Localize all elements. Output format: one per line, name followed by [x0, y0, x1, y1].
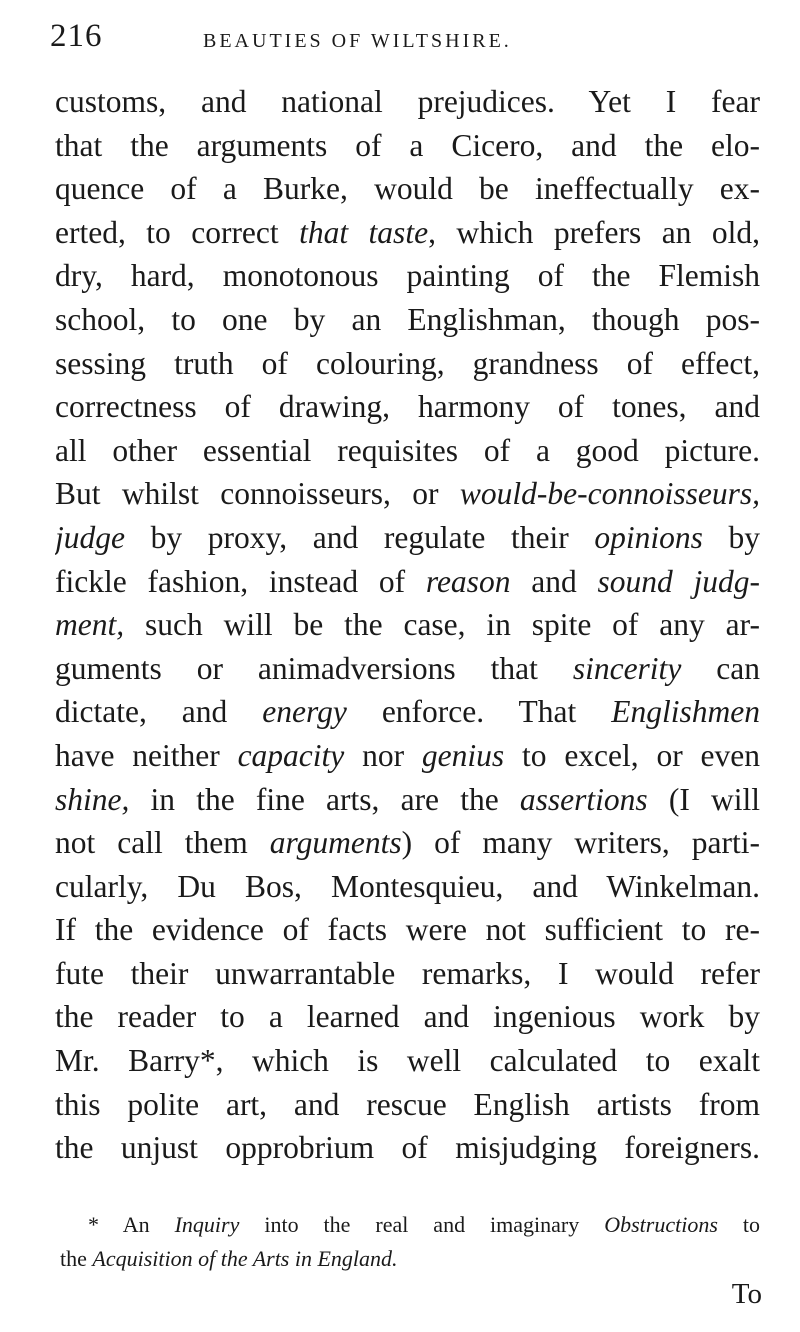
italic-text-segment: genius [421, 737, 505, 773]
italic-text-segment: sound judg- [597, 563, 760, 599]
text-segment: the unjust opprobrium of misjudging foreigners. [55, 1130, 760, 1166]
italic-text-segment: Inquiry [174, 1212, 240, 1237]
italic-text-segment: arguments [269, 825, 402, 861]
text-segment: Mr. Barry*, which is well calculated to exalt [55, 1043, 760, 1079]
text-line [55, 560, 760, 604]
italic-text-segment: Acquisition of the Arts in England. [92, 1246, 398, 1271]
text-segment: to [717, 1212, 760, 1237]
text-line [55, 80, 760, 124]
text-segment: not call them [55, 825, 270, 861]
text-segment: the [60, 1246, 93, 1271]
text-segment: correctness of drawing, harmony of tones, and [55, 389, 760, 425]
text-line [55, 167, 760, 211]
text-line [55, 124, 760, 168]
footnote-line [60, 1208, 760, 1242]
text-segment: * An [88, 1212, 175, 1237]
italic-text-segment: assertions [519, 781, 648, 817]
text-segment: nor [344, 737, 422, 773]
text-segment: (I will [647, 781, 760, 817]
text-segment: school, to one by an Englishman, though pos- [55, 301, 760, 337]
text-segment: enforce. That [346, 694, 612, 730]
text-line [55, 342, 760, 386]
text-line [55, 1126, 760, 1170]
text-segment: in the fine arts, are the [129, 781, 520, 817]
text-segment: But whilst connoisseurs, or [55, 476, 460, 512]
text-segment: quence of a Burke, would be ineffectually ex- [55, 171, 760, 207]
page-number: 216 [50, 18, 103, 54]
italic-text-segment: reason [425, 563, 511, 599]
text-line [55, 603, 760, 647]
text-line [55, 952, 760, 996]
text-segment: all other essential requisites of a good picture. [55, 432, 760, 468]
text-segment: this polite art, and rescue English artists from [55, 1086, 760, 1122]
footnote [60, 1208, 760, 1276]
text-segment: by proxy, and regulate their [124, 519, 595, 555]
italic-text-segment: judge [55, 519, 125, 555]
text-segment: guments or animadversions that [55, 650, 573, 686]
text-line [55, 778, 760, 822]
text-line [55, 298, 760, 342]
text-segment: such will be the case, in spite of any ar- [124, 607, 760, 643]
text-segment: into the real and imaginary [239, 1212, 605, 1237]
italic-text-segment: sincerity [572, 650, 682, 686]
text-segment: fickle fashion, instead of [55, 563, 426, 599]
text-line [55, 908, 760, 952]
italic-text-segment: would-be-connoisseurs, [459, 476, 760, 512]
text-segment: erted, to correct [55, 214, 300, 250]
footnote-line [60, 1242, 760, 1276]
text-segment: and [510, 563, 598, 599]
text-segment: sessing truth of colouring, grandness of effect, [55, 345, 760, 381]
page-header [50, 18, 760, 68]
text-line [55, 472, 760, 516]
italic-text-segment: shine, [55, 781, 130, 817]
text-segment: customs, and national prejudices. Yet I fear [55, 84, 760, 119]
italic-text-segment: opinions [594, 519, 703, 555]
text-line [55, 254, 760, 298]
text-line [55, 211, 760, 255]
text-segment: that the arguments of a Cicero, and the elo- [55, 127, 760, 163]
text-line [55, 995, 760, 1039]
text-segment: , which prefers an old, [428, 214, 760, 250]
text-line [55, 429, 760, 473]
text-line [55, 1039, 760, 1083]
italic-text-segment: ment, [55, 607, 125, 643]
text-line [55, 734, 760, 778]
italic-text-segment: capacity [237, 737, 345, 773]
body-text [55, 80, 760, 1170]
text-segment: to excel, or even [504, 737, 760, 773]
text-segment: fute their unwarrantable remarks, I would refer [55, 955, 760, 991]
text-line [55, 647, 760, 691]
text-segment: ) of many writers, parti- [401, 825, 760, 861]
text-segment: the reader to a learned and ingenious work by [55, 999, 760, 1035]
text-line [55, 690, 760, 734]
italic-text-segment: energy [262, 694, 347, 730]
italic-text-segment: Obstructions [604, 1212, 718, 1237]
text-segment: dry, hard, monotonous painting of the Flemish [55, 258, 760, 294]
text-line [55, 821, 760, 865]
catchword: To [731, 1278, 762, 1310]
text-line [55, 1083, 760, 1127]
running-title: BEAUTIES OF WILTSHIRE. [203, 30, 512, 52]
text-line [55, 516, 760, 560]
text-line [55, 385, 760, 429]
text-segment: have neither [55, 737, 238, 773]
text-segment: cularly, Du Bos, Montesquieu, and Winkelman. [55, 868, 760, 904]
text-segment: If the evidence of facts were not sufficient to re- [55, 912, 760, 948]
text-segment: dictate, and [55, 694, 263, 730]
italic-text-segment: that taste [299, 214, 429, 250]
italic-text-segment: Englishmen [611, 694, 760, 730]
text-segment: can [681, 650, 760, 686]
text-line [55, 865, 760, 909]
text-segment: by [702, 519, 760, 555]
